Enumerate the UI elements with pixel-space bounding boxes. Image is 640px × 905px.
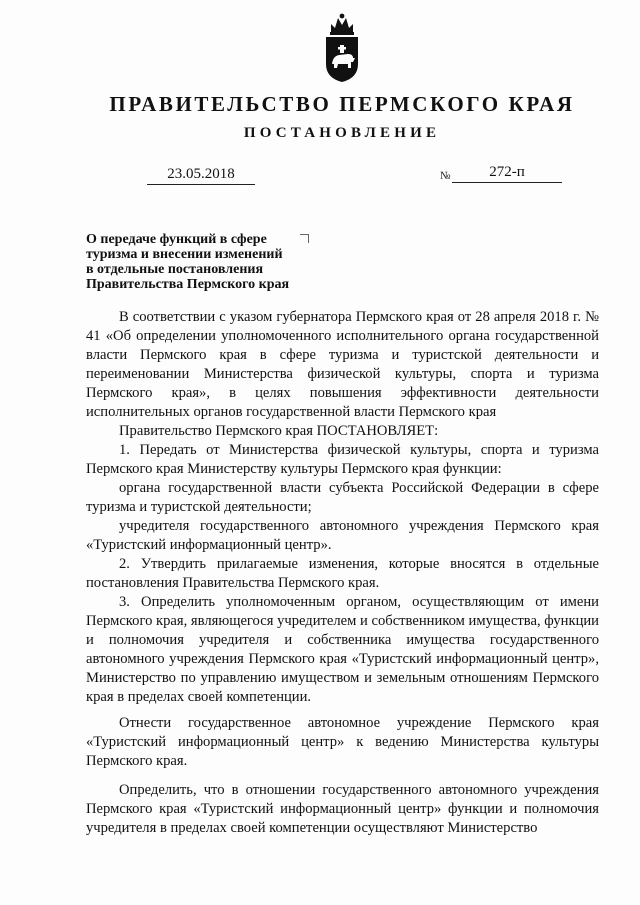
paragraph: органа государственной власти субъекта Российской Федерации в сфере туризма и туристской деятельности; <box>86 480 599 515</box>
corner-mark <box>300 234 309 243</box>
document-number: 272-п <box>452 163 562 183</box>
paragraph: учредителя государственного автономного учреждения Пермского края «Туристский информационный центр». <box>86 518 599 553</box>
paragraph: 2. Утвердить прилагаемые изменения, которые вносятся в отдельные постановления Правительства Пермского края. <box>86 556 599 591</box>
document-body <box>86 308 599 838</box>
number-label: № <box>440 170 451 182</box>
paragraph: Отнести государственное автономное учреждение Пермского края «Туристский информационный центр» к ведению Министерства культуры Пермского края. <box>86 715 599 769</box>
document-date: 23.05.2018 <box>147 165 255 185</box>
subject-line: О передаче функций в сфере <box>86 232 267 247</box>
paragraph: В соответствии с указом губернатора Пермского края от 28 апреля 2018 г. № 41 «Об определении уполномоченного исполнительного органа государственной власти Пермского края в сфере туризма и туристской деятельности и переименовании Министерства физической культуры, спорта и туризма Пермского края», в целях повышения эффективности деятельности исполнительных органов государственной власти Пермского края <box>86 309 599 420</box>
document-subject <box>86 232 316 292</box>
subject-line: в отдельные постановления <box>86 262 264 277</box>
paragraph: Правительство Пермского края ПОСТАНОВЛЯЕТ: <box>119 423 439 439</box>
subject-line: Правительства Пермского края <box>86 277 290 292</box>
paragraph: Определить, что в отношении государственного автономного учреждения Пермского края «Туристский информационный центр» функции и полномочия учредителя в пределах своей компетенции осуществляют Министерство <box>86 782 599 836</box>
paragraph: 1. Передать от Министерства физической культуры, спорта и туризма Пермского края Министерству культуры Пермского края функции: <box>86 442 599 477</box>
coat-of-arms-icon <box>322 12 362 84</box>
subject-line: туризма и внесении изменений <box>86 247 283 262</box>
government-title: ПРАВИТЕЛЬСТВО ПЕРМСКОГО КРАЯ <box>109 92 575 116</box>
document-type: ПОСТАНОВЛЕНИЕ <box>243 125 441 141</box>
paragraph: 3. Определить уполномоченным органом, осуществляющим от имени Пермского края, являющегося учредителем и собственником имущества, функции и полномочия учредителя и собственника имущества государственного автономного учреждения Пермского края «Туристский информационный центр», Министерство по управлению имуществом и земельным отношениям Пермского края в пределах своей компетенции. <box>86 594 599 705</box>
